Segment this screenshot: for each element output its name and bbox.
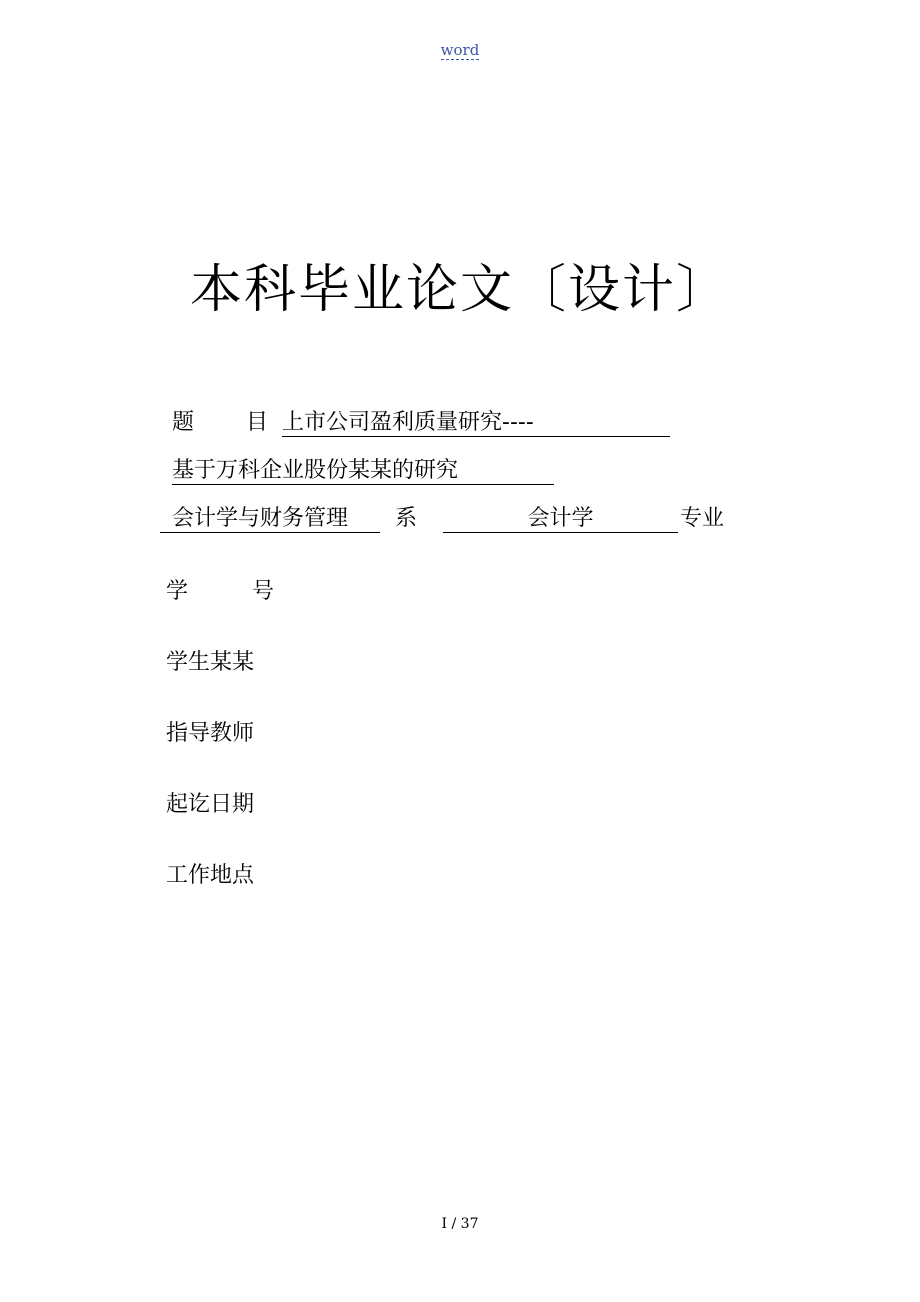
department-value: 会计学与财务管理 <box>160 506 380 533</box>
major-label: 专业 <box>680 506 725 531</box>
major-value: 会计学 <box>443 506 678 533</box>
topic-value-2: 基于万科企业股份某某的研究 <box>172 458 554 485</box>
topic-value-1: 上市公司盈利质量研究---- <box>282 410 670 437</box>
topic-label-2-wrap <box>246 408 268 438</box>
header <box>0 41 920 59</box>
page-number: I / 37 <box>441 1216 479 1232</box>
topic-row-1 <box>172 408 194 438</box>
major-label-wrap <box>680 504 724 534</box>
student-id-label-1: 学 <box>166 579 189 604</box>
major-value-wrap <box>443 504 678 534</box>
header-word-link[interactable]: word <box>440 41 480 59</box>
advisor-label: 指导教师 <box>166 721 255 746</box>
topic-row-2 <box>172 456 554 486</box>
date-label: 起讫日期 <box>166 792 255 817</box>
topic-label-2: 目 <box>246 410 269 435</box>
student-id-label-2: 号 <box>252 579 275 604</box>
student-id-row <box>166 577 274 607</box>
topic-value-1-wrap <box>282 408 670 438</box>
department-row <box>160 504 380 534</box>
student-name-label: 学生某某 <box>166 650 255 675</box>
location-label: 工作地点 <box>166 863 255 888</box>
topic-label-1: 题 <box>172 410 195 435</box>
department-label: 系 <box>395 506 418 531</box>
cover-title: 本科毕业论文〔设计〕 <box>189 260 730 320</box>
department-label-wrap <box>395 504 417 534</box>
